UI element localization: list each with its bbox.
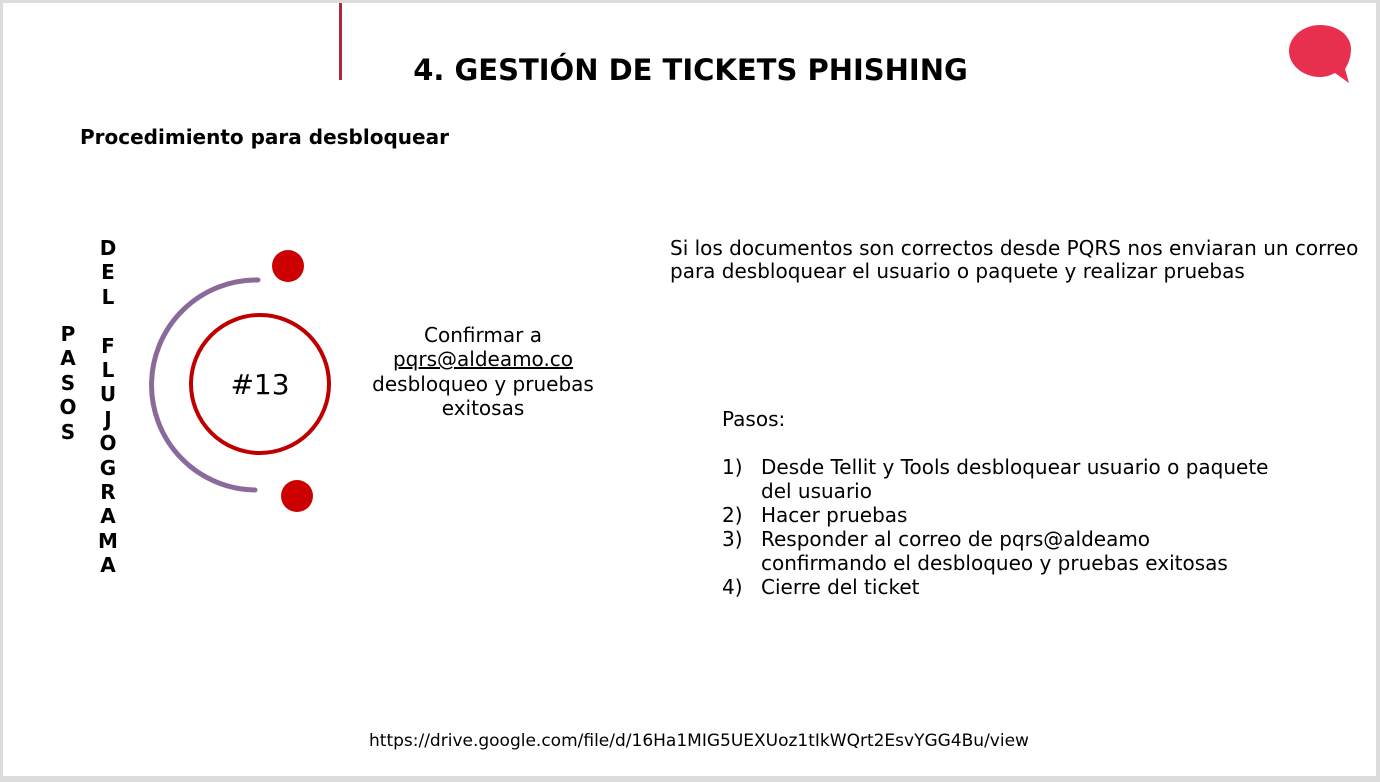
slide [3, 3, 1376, 776]
top-dot [272, 250, 304, 282]
vertical-letter: F [101, 333, 115, 358]
email-link[interactable]: pqrs@aldeamo.co [392, 347, 574, 372]
steps-heading: Pasos: [722, 407, 786, 431]
speech-bubble-icon [1287, 21, 1353, 85]
vertical-letter: R [100, 479, 116, 504]
vertical-letter: O [99, 431, 117, 456]
vertical-letter: P [60, 322, 76, 346]
slide-subtitle: Procedimiento para desbloquear [80, 125, 449, 149]
step-number: #13 [230, 367, 290, 401]
step-desc-line: Confirmar a [424, 323, 542, 347]
vertical-letter: O [59, 395, 77, 420]
vertical-label-flujograma [96, 236, 120, 577]
vertical-letter: A [60, 346, 76, 371]
bottom-dot [281, 480, 313, 512]
vertical-letter: S [60, 419, 76, 444]
vertical-letter: L [101, 357, 115, 382]
vertical-letter [96, 309, 120, 333]
vertical-letter: M [98, 528, 118, 553]
footer-url-link[interactable]: https://drive.google.com/file/d/16Ha1MIG5UEXUoz1tIkWQrt2EsvYGG4Bu/view [369, 731, 1029, 751]
vertical-letter: J [104, 406, 112, 431]
list-item [722, 575, 1282, 599]
vertical-letter: U [99, 382, 117, 407]
step-description [358, 323, 608, 421]
list-item [722, 503, 1282, 527]
vertical-letter: G [99, 455, 117, 480]
vertical-label-pasos [56, 322, 80, 444]
step-text: Hacer pruebas [761, 503, 908, 527]
slide-title: 4. GESTIÓN DE TICKETS PHISHING [413, 53, 968, 87]
vertical-letter: S [60, 370, 76, 395]
list-item [722, 527, 1282, 575]
step-index: 2) [722, 503, 743, 527]
step-text: Desde Tellit y Tools desbloquear usuario o paquete del usuario [761, 455, 1269, 503]
step-text: Cierre del ticket [761, 575, 920, 599]
step-index: 4) [722, 575, 743, 599]
vertical-letter: E [101, 260, 115, 285]
vertical-letter: D [99, 236, 117, 260]
vertical-letter: A [100, 553, 116, 578]
list-item [722, 455, 1282, 503]
step-index: 3) [722, 527, 743, 551]
vertical-letter: L [101, 284, 115, 309]
step-index: 1) [722, 455, 743, 479]
steps-section [722, 407, 1282, 599]
step-text: Responder al correo de pqrs@aldeamo confirmando el desbloqueo y pruebas exitosas [761, 527, 1228, 575]
step-desc-line: desbloqueo y pruebas exitosas [372, 371, 594, 421]
vertical-letter: A [100, 504, 116, 529]
info-text: Si los documentos son correctos desde PQRS nos enviaran un correo para desbloquear el usuario o paquete y realizar pruebas [670, 236, 1359, 283]
steps-list [722, 455, 1282, 599]
